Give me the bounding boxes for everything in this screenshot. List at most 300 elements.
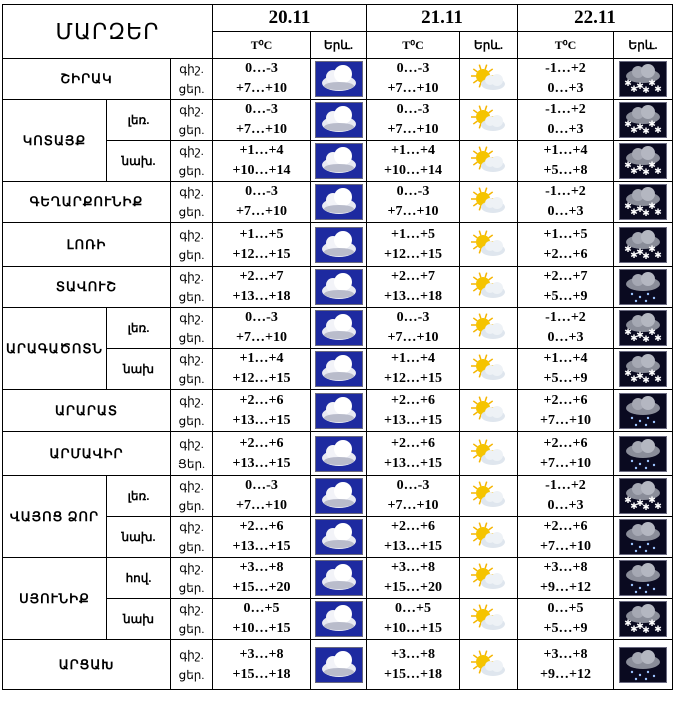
day-temp: +7…+10 [540, 455, 591, 471]
night-label: գիշ. [179, 62, 204, 76]
night-temp: +2…+7 [239, 269, 284, 284]
partly-sunny-icon [466, 62, 512, 96]
cloudy-icon [315, 310, 363, 346]
svg-text:✱: ✱ [654, 375, 662, 385]
day-temp: +13…+15 [384, 412, 442, 428]
weather-cell [311, 432, 367, 476]
day-label: Ցեր. [177, 456, 206, 471]
weather-cell [614, 267, 673, 308]
day-temp: +7…+10 [387, 498, 439, 513]
svg-text:✱: ✱ [642, 127, 650, 137]
temperature-cell [367, 390, 460, 432]
temperature-cell [213, 141, 311, 182]
svg-text:✱: ✱ [642, 168, 650, 178]
subregion-label: նախ [107, 349, 171, 390]
day-temp: +10…+14 [232, 163, 291, 178]
partly-sunny-icon [466, 103, 512, 137]
temperature-cell [367, 640, 460, 690]
night-temp: +2…+6 [543, 392, 588, 408]
weather-cell [460, 432, 518, 476]
svg-text:✱: ✱ [648, 120, 656, 130]
region-name: ԼՈՌԻ [3, 223, 171, 267]
day-temp: +9…+12 [540, 580, 591, 595]
day-temp: +15…+18 [232, 666, 291, 682]
snow-cloud-icon [619, 143, 667, 179]
region-row [3, 476, 673, 517]
region-name: ՍՅՈՒՆԻՔ [3, 558, 107, 640]
partly-sunny-icon [466, 311, 512, 345]
rain-cloud-icon [619, 647, 667, 683]
snow-cloud-icon [619, 310, 667, 346]
partly-sunny-icon [466, 394, 512, 428]
night-temp: +1…+4 [239, 143, 284, 158]
snow-cloud-icon [619, 102, 667, 138]
svg-text:✱: ✱ [624, 79, 632, 89]
region-row [3, 223, 673, 267]
region-row [3, 59, 673, 100]
svg-text:✱: ✱ [642, 86, 650, 96]
cloudy-icon [315, 436, 363, 472]
region-row [3, 390, 673, 432]
temperature-cell [518, 476, 614, 517]
night-temp: -1…+2 [545, 61, 586, 76]
weather-cell [614, 476, 673, 517]
region-name: ՏԱՎՈՒՇ [3, 267, 171, 308]
weather-header: Երև. [460, 32, 518, 59]
svg-text:✱: ✱ [636, 247, 644, 258]
svg-text:✱: ✱ [642, 251, 650, 262]
night-temp: 0…-3 [396, 310, 430, 325]
svg-text:✱: ✱ [636, 82, 644, 92]
weather-cell [311, 100, 367, 141]
svg-text:✱: ✱ [654, 250, 662, 261]
cloudy-icon [315, 184, 363, 220]
date-header-2: 21.11 [367, 5, 518, 32]
temperature-cell [213, 100, 311, 141]
night-temp: +3…+8 [543, 646, 588, 662]
period-labels [171, 267, 213, 308]
period-labels [171, 308, 213, 349]
night-temp: 0…-3 [245, 61, 278, 76]
weather-cell [460, 100, 518, 141]
night-label: գիշ. [179, 185, 204, 199]
night-label: գիշ. [179, 520, 204, 534]
weather-cell [460, 141, 518, 182]
svg-text:✱: ✱ [636, 622, 644, 632]
svg-text:✱: ✱ [630, 85, 638, 95]
region-row [3, 267, 673, 308]
day-temp: +13…+18 [232, 289, 291, 304]
weather-cell [460, 517, 518, 558]
weather-cell [311, 558, 367, 599]
svg-text:✱: ✱ [636, 164, 644, 174]
svg-text:✱: ✱ [654, 334, 662, 344]
temperature-cell [518, 100, 614, 141]
day-temp: 0…+3 [547, 204, 584, 219]
weather-cell [460, 599, 518, 640]
weather-cell [311, 223, 367, 267]
svg-text:✱: ✱ [636, 123, 644, 133]
temperature-cell [518, 390, 614, 432]
temperature-cell [213, 517, 311, 558]
night-temp: -1…+2 [545, 478, 586, 493]
weather-cell [311, 349, 367, 390]
night-label: գիշ. [179, 352, 204, 366]
night-temp: 0…-3 [245, 478, 278, 493]
period-labels [171, 182, 213, 223]
night-label: գիշ. [179, 270, 204, 284]
day-temp: +15…+20 [232, 580, 291, 595]
cloudy-icon [315, 102, 363, 138]
temperature-cell [213, 182, 311, 223]
date-header-1: 20.11 [213, 5, 367, 32]
night-temp: 0…-3 [245, 310, 278, 325]
cloudy-icon [315, 647, 363, 683]
cloudy-icon [315, 227, 363, 263]
weather-cell [460, 182, 518, 223]
day-temp: +13…+15 [232, 455, 291, 471]
svg-text:✱: ✱ [642, 503, 650, 513]
rain-cloud-icon [619, 269, 667, 305]
night-temp: +2…+6 [239, 435, 284, 451]
svg-text:✱: ✱ [648, 161, 656, 171]
weather-cell [614, 558, 673, 599]
night-temp: +1…+5 [543, 226, 588, 242]
night-temp: +2…+6 [543, 519, 588, 534]
day-temp: +13…+15 [232, 412, 291, 428]
period-labels [171, 558, 213, 599]
temperature-cell [518, 517, 614, 558]
svg-text:✱: ✱ [624, 328, 632, 338]
svg-text:✱: ✱ [624, 244, 632, 255]
night-label: գիշ. [179, 436, 204, 451]
region-name: ԿՈՏԱՅՔ [3, 100, 107, 182]
night-temp: +3…+8 [239, 560, 284, 575]
svg-text:✱: ✱ [654, 167, 662, 177]
period-labels [171, 141, 213, 182]
temperature-cell [213, 223, 311, 267]
temperature-cell [518, 223, 614, 267]
temperature-cell [518, 308, 614, 349]
svg-text:✱: ✱ [636, 372, 644, 382]
svg-text:✱: ✱ [630, 126, 638, 136]
region-row [3, 308, 673, 349]
day-temp: 0…+3 [547, 81, 584, 96]
rain-cloud-icon [619, 519, 667, 555]
day-temp: +7…+10 [236, 81, 287, 96]
temperature-cell [213, 349, 311, 390]
temperature-cell [213, 390, 311, 432]
region-name: ՇԻՐԱԿ [3, 59, 171, 100]
day-temp: +5…+9 [543, 371, 588, 386]
partly-sunny-icon [466, 648, 512, 682]
svg-text:✱: ✱ [648, 328, 656, 338]
night-label: գիշ. [179, 227, 204, 242]
rain-cloud-icon [619, 393, 667, 429]
night-temp: -1…+2 [545, 184, 586, 199]
weather-header: Երև. [614, 32, 673, 59]
temperature-cell [213, 308, 311, 349]
weather-header: Երև. [311, 32, 367, 59]
night-temp: +1…+4 [239, 351, 284, 366]
forecast-body [3, 5, 673, 690]
night-temp: 0…+5 [395, 601, 431, 616]
temperature-cell [518, 432, 614, 476]
night-label: գիշ. [179, 393, 204, 408]
weather-cell [614, 100, 673, 141]
rain-cloud-icon [619, 560, 667, 596]
night-temp: 0…-3 [245, 102, 278, 117]
night-label: գիշ. [179, 144, 204, 158]
night-temp: -1…+2 [545, 102, 586, 117]
snow-cloud-icon [619, 184, 667, 220]
regions-header: ՄԱՐԶԵՐ [3, 5, 213, 59]
day-temp: 0…+3 [547, 498, 584, 513]
night-temp: +2…+6 [391, 392, 435, 408]
weather-cell [614, 640, 673, 690]
day-temp: +15…+18 [384, 666, 442, 682]
temperature-cell [367, 517, 460, 558]
weather-cell [460, 390, 518, 432]
night-temp: +3…+8 [391, 560, 435, 575]
region-name: ԱՐԱԳԱԾՈՏՆ [3, 308, 107, 390]
subregion-label: լեռ. [107, 476, 171, 517]
region-name: ԱՐՄԱՎԻՐ [3, 432, 171, 476]
svg-text:✱: ✱ [648, 202, 656, 212]
svg-text:✱: ✱ [648, 244, 656, 255]
weather-cell [614, 223, 673, 267]
day-label: ցեր. [178, 164, 205, 178]
svg-text:✱: ✱ [636, 331, 644, 341]
cloudy-icon [315, 601, 363, 637]
night-temp: +2…+6 [239, 519, 284, 534]
temperature-cell [367, 141, 460, 182]
region-row [3, 558, 673, 599]
day-label: ցեր. [178, 247, 205, 262]
day-label: ցեր. [178, 331, 205, 345]
night-temp: 0…-3 [396, 184, 430, 199]
temperature-cell [213, 432, 311, 476]
day-temp: 0…+3 [547, 330, 584, 345]
period-labels [171, 59, 213, 100]
night-label: գիշ. [179, 479, 204, 493]
day-temp: +13…+18 [384, 289, 442, 304]
partly-sunny-icon [466, 520, 512, 554]
svg-text:✱: ✱ [630, 334, 638, 344]
svg-text:✱: ✱ [630, 208, 638, 218]
day-temp: +10…+15 [232, 621, 291, 636]
day-temp: +2…+6 [543, 246, 588, 262]
weather-cell [460, 267, 518, 308]
temperature-cell [367, 182, 460, 223]
day-label: ցեր. [178, 82, 205, 96]
temperature-cell [367, 223, 460, 267]
temperature-cell [367, 599, 460, 640]
subregion-label: նախ [107, 599, 171, 640]
snow-cloud-icon [619, 61, 667, 97]
day-temp: 0…+3 [547, 122, 584, 137]
svg-text:✱: ✱ [624, 369, 632, 379]
day-label: ցեր. [178, 290, 205, 304]
day-temp: +13…+15 [232, 539, 291, 554]
day-temp: +5…+9 [543, 621, 588, 636]
svg-text:✱: ✱ [636, 205, 644, 215]
day-temp: +7…+10 [236, 498, 287, 513]
cloudy-icon [315, 143, 363, 179]
day-label: ցեր. [178, 123, 205, 137]
svg-text:✱: ✱ [642, 335, 650, 345]
rain-cloud-icon [619, 436, 667, 472]
temperature-cell [213, 640, 311, 690]
svg-text:✱: ✱ [630, 250, 638, 261]
night-label: գիշ. [179, 311, 204, 325]
night-temp: +3…+8 [391, 646, 435, 662]
day-temp: +7…+10 [236, 122, 287, 137]
weather-cell [460, 308, 518, 349]
day-label: ցեր. [178, 581, 205, 595]
temperature-cell [213, 558, 311, 599]
weather-cell [614, 59, 673, 100]
weather-cell [311, 517, 367, 558]
weather-cell [311, 141, 367, 182]
weather-cell [311, 267, 367, 308]
night-temp: +2…+7 [391, 269, 435, 284]
snow-cloud-icon [619, 227, 667, 263]
day-temp: +7…+10 [540, 539, 591, 554]
weather-cell [614, 349, 673, 390]
svg-text:✱: ✱ [630, 167, 638, 177]
night-temp: +2…+6 [239, 392, 284, 408]
temperature-cell [367, 476, 460, 517]
svg-text:✱: ✱ [642, 209, 650, 219]
night-temp: 0…+5 [243, 601, 280, 616]
partly-sunny-icon [466, 228, 512, 262]
period-labels [171, 432, 213, 476]
subregion-label: նախ. [107, 141, 171, 182]
partly-sunny-icon [466, 185, 512, 219]
night-label: գիշ. [179, 602, 204, 616]
night-temp: +2…+6 [543, 435, 588, 451]
forecast-table [2, 4, 673, 690]
svg-text:✱: ✱ [630, 502, 638, 512]
weather-cell [311, 308, 367, 349]
region-name: ՎԱՅՈՑ ՁՈՐ [3, 476, 107, 558]
weather-cell [460, 223, 518, 267]
subregion-label: հով. [107, 558, 171, 599]
night-temp: +1…+5 [391, 226, 435, 242]
temperature-cell [518, 59, 614, 100]
cloudy-icon [315, 61, 363, 97]
temperature-cell [367, 100, 460, 141]
day-temp: +7…+10 [387, 81, 439, 96]
day-label: ցեր. [178, 413, 205, 428]
night-temp: +1…+5 [239, 226, 284, 242]
weather-cell [311, 59, 367, 100]
svg-text:✱: ✱ [642, 376, 650, 386]
svg-text:✱: ✱ [648, 79, 656, 89]
region-name: ԳԵՂԱՐՔՈՒՆԻՔ [3, 182, 171, 223]
svg-text:✱: ✱ [648, 619, 656, 629]
date-header-3: 22.11 [518, 5, 673, 32]
day-temp: +12…+15 [232, 246, 291, 262]
day-label: ցեր. [178, 372, 205, 386]
partly-sunny-icon [466, 270, 512, 304]
temperature-cell [367, 432, 460, 476]
day-label: ցեր. [178, 205, 205, 219]
svg-text:✱: ✱ [654, 85, 662, 95]
night-temp: 0…-3 [396, 61, 430, 76]
partly-sunny-icon [466, 352, 512, 386]
weather-cell [311, 640, 367, 690]
svg-text:✱: ✱ [654, 208, 662, 218]
region-name: ԱՐԱՐԱՏ [3, 390, 171, 432]
weather-cell [614, 599, 673, 640]
weather-cell [460, 59, 518, 100]
svg-text:✱: ✱ [624, 202, 632, 212]
partly-sunny-icon [466, 561, 512, 595]
day-temp: +7…+10 [236, 204, 287, 219]
weather-cell [614, 308, 673, 349]
period-labels [171, 476, 213, 517]
partly-sunny-icon [466, 144, 512, 178]
temperature-cell [518, 640, 614, 690]
svg-text:✱: ✱ [654, 502, 662, 512]
day-temp: +7…+10 [236, 330, 287, 345]
temp-header: T⁰C [367, 32, 460, 59]
weather-cell [460, 558, 518, 599]
svg-text:✱: ✱ [654, 625, 662, 635]
temperature-cell [518, 182, 614, 223]
day-temp: +13…+15 [384, 539, 442, 554]
header-row-dates [3, 5, 673, 32]
night-temp: +3…+8 [543, 560, 588, 575]
night-temp: +2…+7 [543, 269, 588, 284]
temperature-cell [367, 349, 460, 390]
weather-cell [311, 390, 367, 432]
weather-cell [460, 349, 518, 390]
day-temp: +10…+15 [384, 621, 442, 636]
weather-cell [311, 599, 367, 640]
day-temp: +13…+15 [384, 455, 442, 471]
weather-cell [614, 432, 673, 476]
day-temp: +12…+15 [232, 371, 291, 386]
snow-cloud-icon [619, 601, 667, 637]
temperature-cell [518, 558, 614, 599]
day-temp: +12…+15 [384, 246, 442, 262]
day-temp: +7…+10 [387, 122, 439, 137]
night-temp: +1…+4 [543, 351, 588, 366]
cloudy-icon [315, 478, 363, 514]
region-row [3, 182, 673, 223]
period-labels [171, 599, 213, 640]
weather-cell [460, 476, 518, 517]
night-temp: 0…+5 [547, 601, 584, 616]
weather-cell [614, 517, 673, 558]
temperature-cell [367, 267, 460, 308]
night-label: գիշ. [179, 103, 204, 117]
day-label: ցեր. [178, 622, 205, 636]
day-temp: +9…+12 [540, 666, 591, 682]
temperature-cell [518, 599, 614, 640]
svg-text:✱: ✱ [624, 120, 632, 130]
temperature-cell [367, 558, 460, 599]
weather-cell [614, 141, 673, 182]
svg-text:✱: ✱ [648, 496, 656, 506]
cloudy-icon [315, 519, 363, 555]
subregion-label: լեռ. [107, 100, 171, 141]
svg-text:✱: ✱ [636, 499, 644, 509]
region-row [3, 640, 673, 690]
